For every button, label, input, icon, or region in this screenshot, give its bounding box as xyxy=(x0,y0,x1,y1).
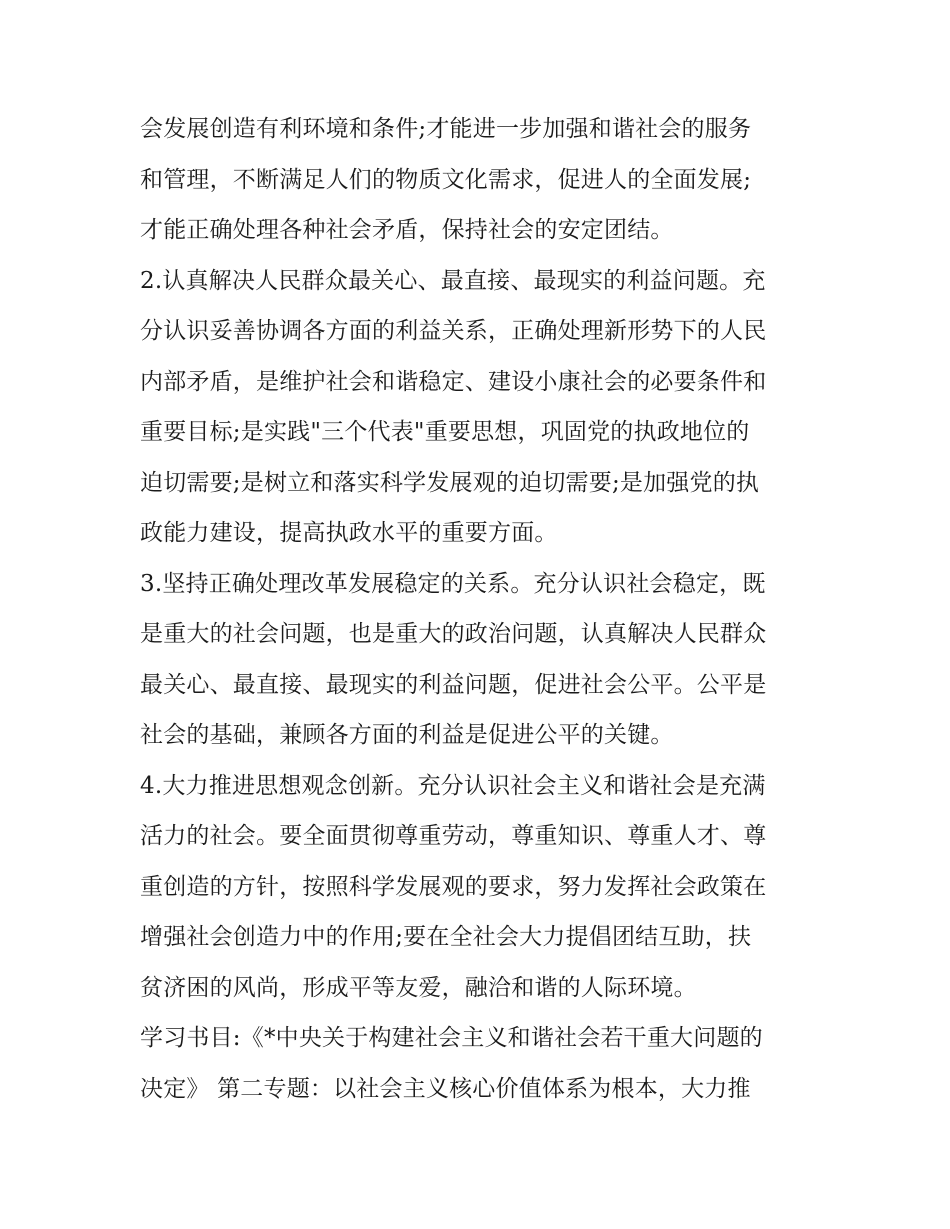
text-line: 会发展创造有利环境和条件;才能进一步加强和谐社会的服务 xyxy=(140,116,752,142)
text-line: 3.坚持正确处理改革发展稳定的关系。充分认识社会稳定，既 xyxy=(140,570,766,597)
text-line: 和管理，不断满足人们的物质文化需求，促进人的全面发展; xyxy=(140,166,752,193)
text-line: 贫济困的风尚，形成平等友爱，融洽和谐的人际环境。 xyxy=(140,974,697,1001)
text-line: 分认识妥善协调各方面的利益关系，正确处理新形势下的人民 xyxy=(140,318,767,344)
text-line: 决定》 第二专题：以社会主义核心价值体系为根本，大力推 xyxy=(140,1075,751,1102)
text-line: 活力的社会。要全面贯彻尊重劳动，尊重知识、尊重人才、尊 xyxy=(140,823,767,849)
text-line: 政能力建设，提高执政水平的重要方面。 xyxy=(140,520,558,546)
text-line: 重创造的方针，按照科学发展观的要求，努力发挥社会政策在 xyxy=(140,873,767,900)
text-line: 重要目标;是实践"三个代表"重要思想，巩固党的执政地位的 xyxy=(140,419,750,445)
text-line: 内部矛盾，是维护社会和谐稳定、建设小康社会的必要条件和 xyxy=(140,368,767,395)
text-line: 学习书目:《*中央关于构建社会主义和谐社会若干重大问题的 xyxy=(140,1025,763,1051)
text-line: 最关心、最直接、最现实的利益问题，促进社会公平。公平是 xyxy=(140,671,767,698)
text-line: 社会的基础，兼顾各方面的利益是促进公平的关键。 xyxy=(140,722,674,748)
text-line: 4.大力推进思想观念创新。充分认识社会主义和谐社会是充满 xyxy=(140,772,766,799)
text-line: 是重大的社会问题，也是重大的政治问题，认真解决人民群众 xyxy=(140,621,767,647)
body-text xyxy=(140,104,820,1114)
text-line: 才能正确处理各种社会矛盾，保持社会的安定团结。 xyxy=(140,217,674,243)
text-line: 迫切需要;是树立和落实科学发展观的迫切需要;是加强党的执 xyxy=(140,469,760,496)
text-line: 2.认真解决人民群众最关心、最直接、最现实的利益问题。充 xyxy=(140,267,766,294)
text-line: 增强社会创造力中的作用;要在全社会大力提倡团结互助，扶 xyxy=(140,924,752,950)
